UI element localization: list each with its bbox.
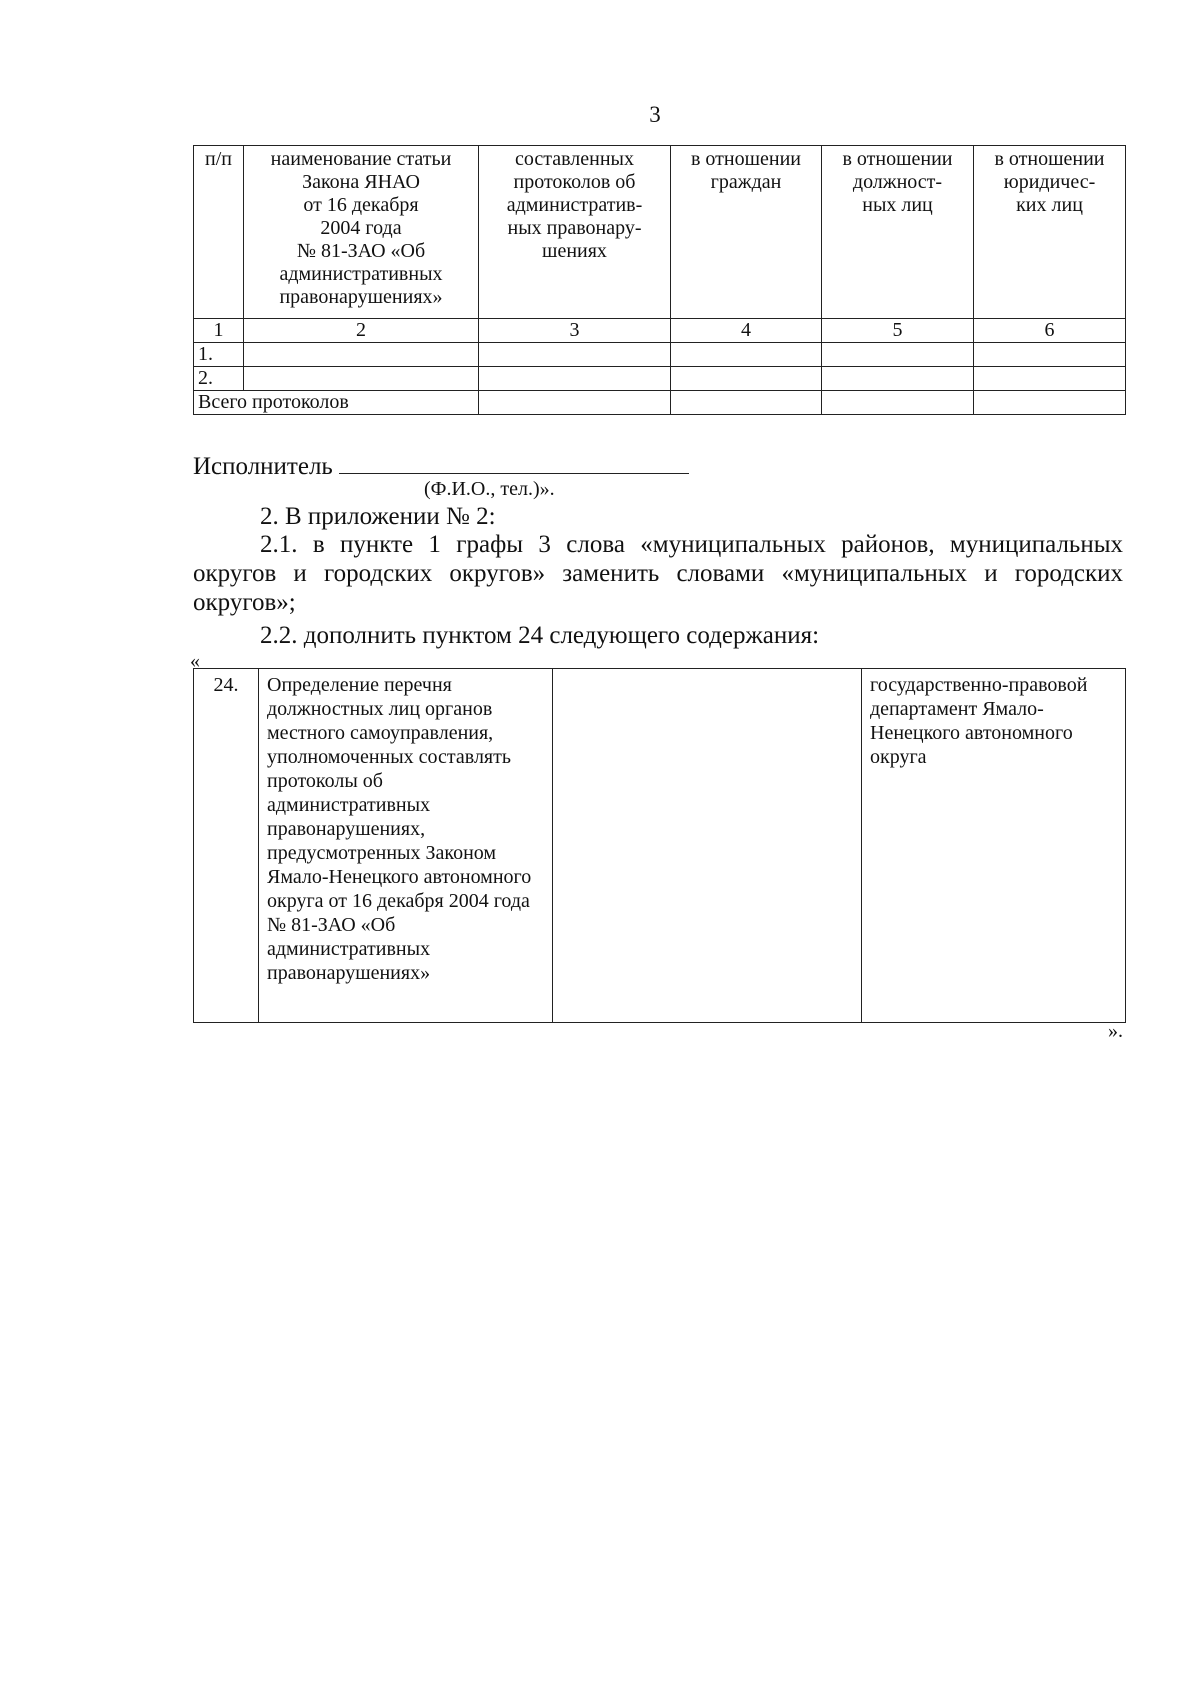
header-cell-number: п/п: [194, 146, 244, 319]
table-cell: [671, 391, 822, 415]
table-row: [194, 669, 1126, 1023]
table-cell: [974, 391, 1126, 415]
table-row: [194, 343, 1126, 367]
table-cell: [822, 343, 974, 367]
executor-label: Исполнитель: [193, 453, 333, 480]
total-label: Всего протоколов: [194, 391, 479, 415]
table-cell: [244, 367, 479, 391]
column-number: 1: [194, 319, 244, 343]
protocols-table: [193, 145, 1126, 415]
paragraph-2-2: 2.2. дополнить пунктом 24 следующего содержания:: [260, 622, 820, 649]
header-cell-article: наименование статьи Закона ЯНАО от 16 декабря 2004 года № 81-ЗАО «Об административных правонарушениях»: [244, 146, 479, 319]
table-cell: [671, 343, 822, 367]
table-cell: [479, 343, 671, 367]
table-cell: [974, 367, 1126, 391]
table-cell: [974, 343, 1126, 367]
row-number: 2.: [194, 367, 244, 391]
column-number-row: [194, 319, 1126, 343]
column-number: 2: [244, 319, 479, 343]
table-cell: [479, 391, 671, 415]
opening-quote: «: [190, 650, 200, 672]
item-description: Определение перечня должностных лиц органов местного самоуправления, уполномоченных составлять протоколы об административных правонарушениях, предусмотренных Законом Ямало-Ненецкого автономного округа от 16 декабря 2004 года № 81-ЗАО «Об административных правонарушениях»: [259, 669, 553, 1023]
item-empty-cell: [553, 669, 862, 1023]
header-cell-officials: в отношении должност- ных лиц: [822, 146, 974, 319]
table-cell: [822, 367, 974, 391]
row-number: 1.: [194, 343, 244, 367]
item-responsible: государственно-правовой департамент Ямало-Ненецкого автономного округа: [862, 669, 1126, 1023]
header-cell-legal-entities: в отношении юридичес- ких лиц: [974, 146, 1126, 319]
paragraph-2-1: 2.1. в пункте 1 графы 3 слова «муниципальных районов, муниципальных округов и городских округов» заменить словами «муниципальных и городских округов»;: [193, 531, 1123, 616]
header-cell-protocols: составленных протоколов об административ- ных правонару- шениях: [479, 146, 671, 319]
executor-caption: (Ф.И.О., тел.)».: [424, 478, 555, 500]
table-cell: [244, 343, 479, 367]
signature-line: [339, 451, 689, 474]
column-number: 4: [671, 319, 822, 343]
appendix-table: [193, 668, 1126, 1023]
column-number: 3: [479, 319, 671, 343]
column-number: 6: [974, 319, 1126, 343]
closing-quote: ».: [1108, 1020, 1123, 1042]
executor-line: [193, 451, 689, 481]
table-cell: [671, 367, 822, 391]
table-cell: [479, 367, 671, 391]
table-row: [194, 367, 1126, 391]
table-cell: [822, 391, 974, 415]
paragraph-appendix-2: 2. В приложении № 2:: [260, 503, 496, 530]
header-cell-citizens: в отношении граждан: [671, 146, 822, 319]
total-row: [194, 391, 1126, 415]
item-number: 24.: [194, 669, 259, 1023]
table-header-row: [194, 146, 1126, 319]
column-number: 5: [822, 319, 974, 343]
page-number: 3: [649, 102, 661, 127]
